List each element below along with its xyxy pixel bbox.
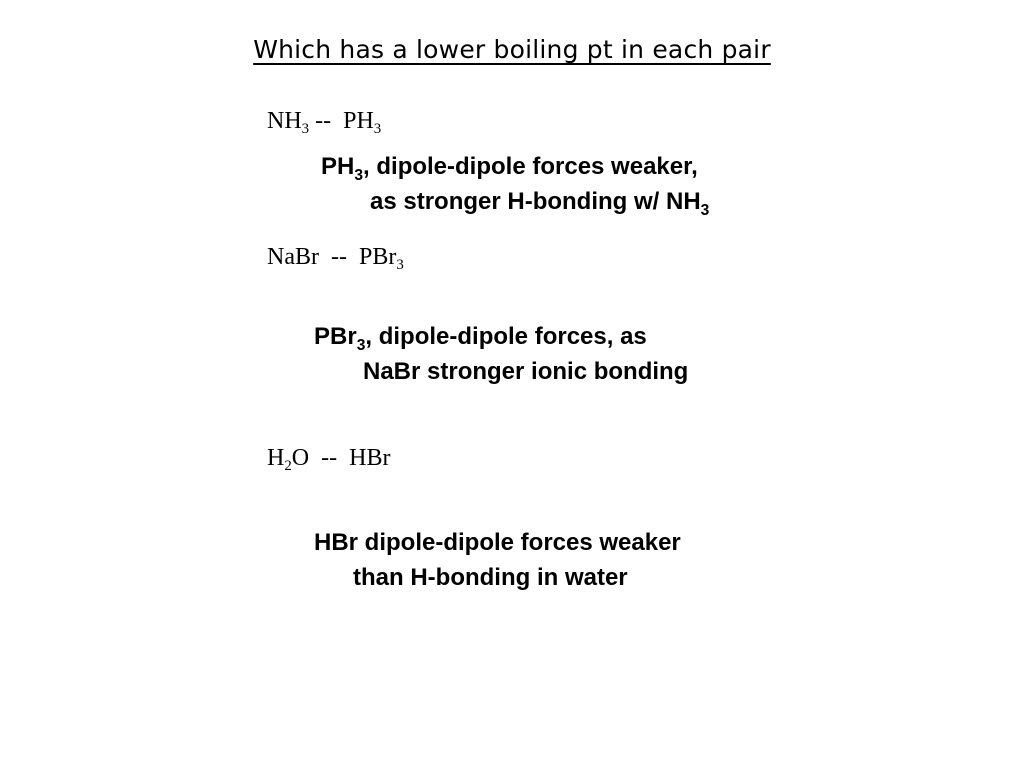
formula-a: H <box>267 445 285 471</box>
formula-b-subscript: 3 <box>396 257 404 274</box>
formula-b: HBr <box>349 445 391 471</box>
pair-separator: -- <box>309 108 344 134</box>
answer-formula: PBr <box>314 323 357 350</box>
formula-a-subscript: 2 <box>284 458 292 475</box>
slide-title <box>0 30 1024 70</box>
formula-b-subscript: 3 <box>373 121 382 138</box>
formula-a-tail: O <box>291 445 310 471</box>
title-text: Which has a lower boiling pt in each pair <box>253 35 771 64</box>
answer-formula-subscript: 3 <box>354 167 364 185</box>
pair-2-answer-line-2 <box>363 355 688 389</box>
answer-formula-subscript: 3 <box>700 202 710 220</box>
pair-1-answer-line-1 <box>321 150 698 184</box>
answer-text: HBr dipole-dipole forces weaker <box>314 529 681 556</box>
formula-a: NaBr <box>267 244 319 270</box>
answer-text: , dipole-dipole forces, as <box>365 323 647 350</box>
pair-1-question <box>267 106 381 136</box>
answer-text: NaBr stronger ionic bonding <box>363 358 689 385</box>
pair-3-question <box>267 443 390 473</box>
answer-text: , dipole-dipole forces weaker, <box>363 153 698 180</box>
pair-separator: -- <box>318 244 359 270</box>
formula-a-subscript: 3 <box>301 121 310 138</box>
formula-a: NH <box>267 108 302 134</box>
pair-3-answer-line-2 <box>353 561 628 595</box>
pair-1-answer-line-2 <box>370 185 709 219</box>
pair-separator: -- <box>309 445 350 471</box>
formula-b: PH <box>343 108 374 134</box>
answer-formula: PH <box>321 153 355 180</box>
answer-formula-subscript: 3 <box>356 337 366 355</box>
pair-2-answer-line-1 <box>314 320 647 354</box>
pair-3-answer-line-1 <box>314 526 681 560</box>
answer-text: as stronger H-bonding w/ NH <box>370 188 701 215</box>
answer-text: than H-bonding in water <box>353 564 628 591</box>
pair-2-question <box>267 242 404 272</box>
formula-b: PBr <box>358 244 397 270</box>
